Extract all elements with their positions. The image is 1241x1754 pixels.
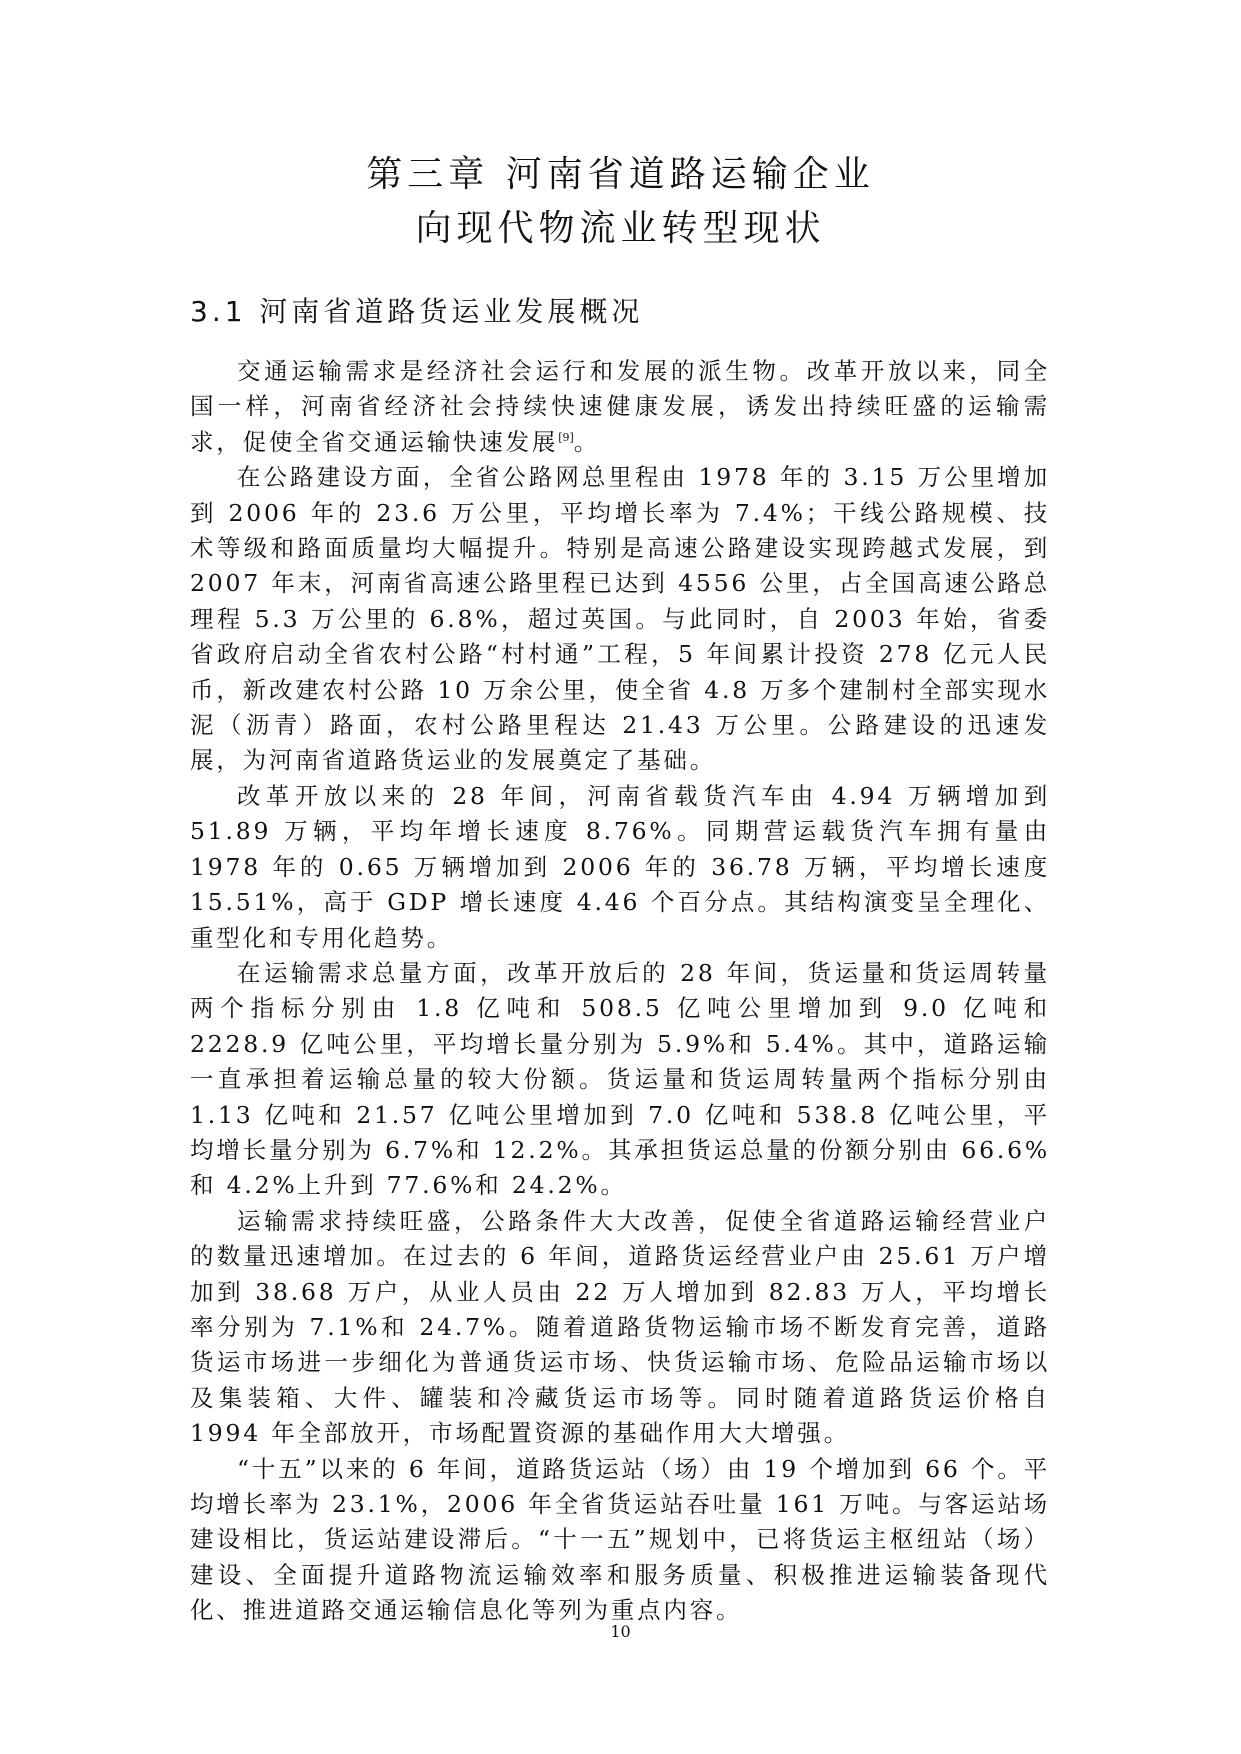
paragraph-1 — [190, 354, 1050, 460]
citation-reference: [9] — [558, 430, 574, 444]
section-heading: 3.1 河南省道路货运业发展概况 — [190, 295, 644, 328]
paragraph-tail: 。 — [573, 427, 601, 456]
chapter-title-line-1: 第三章 河南省道路运输企业 — [366, 154, 875, 195]
chapter-title-line-2: 向现代物流业转型现状 — [415, 208, 826, 249]
page-number: 10 — [610, 1622, 631, 1641]
paragraph-2: 在公路建设方面，全省公路网总里程由 1978 年的 3.15 万公里增加到 2006 年的 23.6 万公里，平均增长率为 7.4%；干线公路规模、技术等级和路面质量均大幅提升。特别是高速公路建设实现跨越式发展，到 2007 年末，河南省高速公路里程已达到 4556 公里，占全国高速公路总理程 5.3 万公里的 6.8%，超过英国。与此同时，自 2003 年始，省委省政府启动全省农村公路“村村通”工程，5 年间累计投资 278 亿元人民币，新改建农村公路 10 万余公里，使全省 4.8 万多个建制村全部实现水泥（沥青）路面，农村公路里程达 21.43 万公里。公路建设的迅速发展，为河南省道路货运业的发展奠定了基础。 — [190, 463, 1050, 775]
paragraph-3: 改革开放以来的 28 年间，河南省载货汽车由 4.94 万辆增加到 51.89 万辆，平均年增长速度 8.76%。同期营运载货汽车拥有量由 1978 年的 0.65 万辆增加到 2006 年的 36.78 万辆，平均增长速度 15.51%，高于 GDP 增长速度 4.46 个百分点。其结构演变呈全理化、重型化和专用化趋势。 — [190, 781, 1050, 952]
paragraph-4: 在运输需求总量方面，改革开放后的 28 年间，货运量和货运周转量两个指标分别由 1.8 亿吨和 508.5 亿吨公里增加到 9.0 亿吨和 2228.9 亿吨公里，平均增长量分别为 5.9%和 5.4%。其中，道路运输一直承担着运输总量的较大份额。货运量和货运周转量两个指标分别由 1.13 亿吨和 21.57 亿吨公里增加到 7.0 亿吨和 538.8 亿吨公里，平均增长量分别为 6.7%和 12.2%。其承担货运总量的份额分别由 66.6%和 4.2%上升到 77.6%和 24.2%。 — [190, 958, 1050, 1200]
paragraph-5: 运输需求持续旺盛，公路条件大大改善，促使全省道路运输经营业户的数量迅速增加。在过去的 6 年间，道路货运经营业户由 25.61 万户增加到 38.68 万户，从业人员由 22 万人增加到 82.83 万人，平均增长率分别为 7.1%和 24.7%。随着道路货物运输市场不断发育完善，道路货运市场进一步细化为普通货运市场、快货运输市场、危险品运输市场以及集装箱、大件、罐装和冷藏货运市场等。同时随着道路货运价格自 1994 年全部放开，市场配置资源的基础作用大大增强。 — [190, 1206, 1050, 1448]
paragraph-6: “十五”以来的 6 年间，道路货运站（场）由 19 个增加到 66 个。平均增长率为 23.1%，2006 年全省货运站吞吐量 161 万吨。与客运站场建设相比，货运站建设滞后。“十一五”规划中，已将货运主枢纽站（场）建设、全面提升道路物流运输效率和服务质量、积极推进运输装备现代化、推进道路交通运输信息化等列为重点内容。 — [190, 1454, 1050, 1625]
body-text — [190, 354, 1050, 1629]
paragraph-text: 交通运输需求是经济社会运行和发展的派生物。改革开放以来，同全国一样，河南省经济社会持续快速健康发展，诱发出持续旺盛的运输需求，促使全省交通运输快速发展 — [190, 357, 1050, 456]
chapter-title — [0, 148, 1241, 256]
